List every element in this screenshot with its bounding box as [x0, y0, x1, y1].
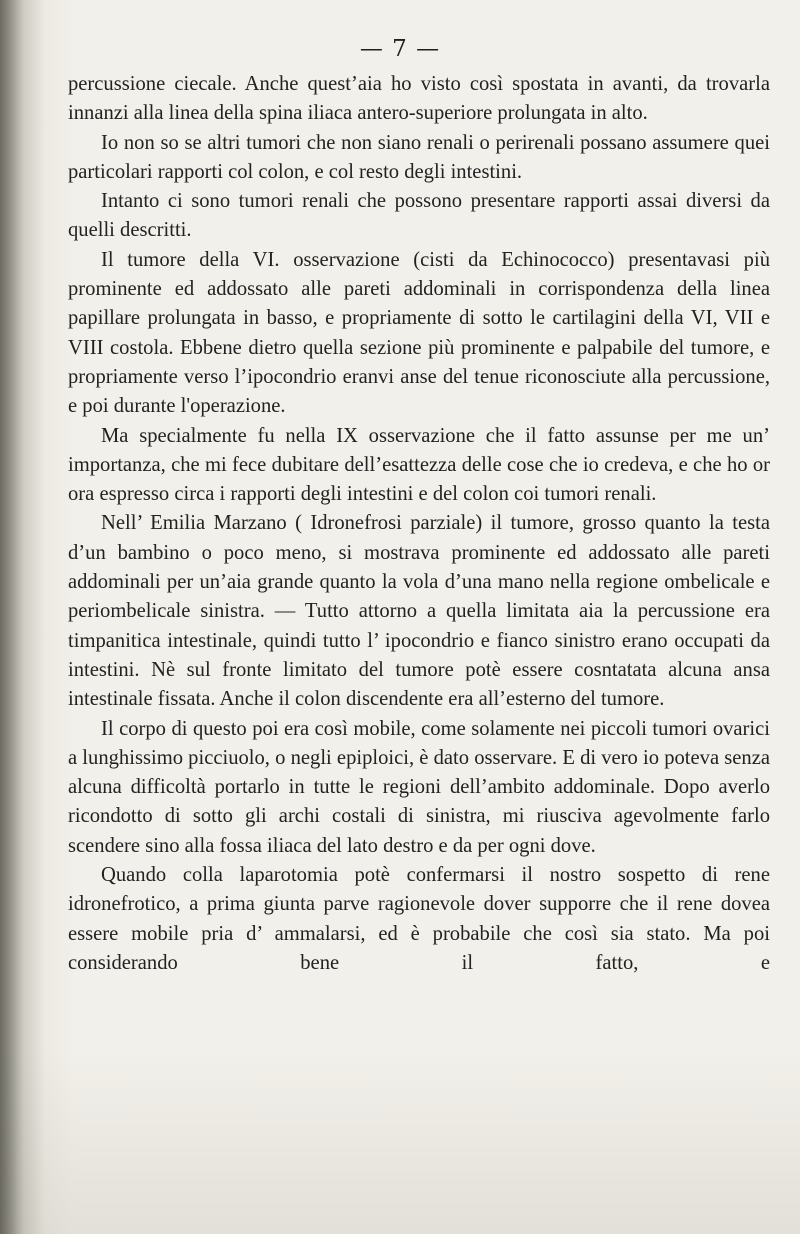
- paragraph-6: Nell’ Emilia Marzano ( Idronefrosi parziale) il tumore, grosso quanto la testa d’un bambino o poco meno, si mostrava prominente ed addossato alle pareti addominali per un’aia grande quanto la vola d’una mano nella regione ombelicale e periombelicale sinistra. — Tutto attorno a quella limitata aia la percussione era timpanitica intestinale, quindi tutto l’ ipocondrio e fianco sinistro erano occupati da intestini. Nè sul fronte limitato del tumore potè essere cosntatata alcuna ansa intestinale fissata. Anche il colon discendente era all’esterno del tumore.: [68, 512, 770, 711]
- paragraph-7: Il corpo di questo poi era così mobile, come solamente nei piccoli tumori ovarici a lunghissimo picciuolo, o negli epiploici, è dato osservare. E di vero io poteva senza alcuna difficoltà portarlo in tutte le regioni dell’ambito addominale. Dopo averlo ricondotto di sotto gli archi costali di sinistra, mi riusciva agevolmente farlo scendere sino alla fossa iliaca del lato destro e da per ogni dove.: [68, 717, 770, 857]
- page-number: — 7 —: [359, 36, 441, 62]
- paragraph-3: Intanto ci sono tumori renali che possono presentare rapporti assai diversi da quelli descritti.: [68, 190, 770, 242]
- paragraph-1: percussione ciecale. Anche quest’aia ho visto così spostata in avanti, da trovarla innanzi alla linea della spina iliaca antero-superiore prolungata in alto.: [68, 73, 770, 125]
- paragraph-2: Io non so se altri tumori che non siano renali o perirenali possano assumere quei particolari rapporti col colon, e col resto degli intestini.: [68, 131, 770, 183]
- paragraph-5: Ma specialmente fu nella IX osservazione che il fatto assunse per me un’ importanza, che mi fece dubitare dell’esattezza delle cose che io credeva, e che ho or ora espresso circa i rapporti degli intestini e del colon coi tumori renali.: [68, 424, 770, 506]
- body-text: [68, 70, 770, 978]
- paragraph-8: Quando colla laparotomia potè confermarsi il nostro sospetto di rene idronefrotico, a prima giunta parve ragionevole dover supporre che il rene dovea essere mobile pria d’ ammalarsi, ed è probabile che così sia stato. Ma poi considerando bene il fatto, e: [68, 864, 770, 974]
- paragraph-4: Il tumore della VI. osservazione (cisti da Echinococco) presentavasi più prominente ed addossato alle pareti addominali in corrispondenza della linea papillare prolungata in basso, e propriamente di sotto le cartilagini della VI, VII e VIII costola. Ebbene dietro quella sezione più prominente e palpabile del tumore, e propriamente verso l’ipocondrio eranvi anse del tenue riconosciute alla percussione, e poi durante l'operazione.: [68, 248, 770, 418]
- binding-shadow: [0, 0, 24, 1234]
